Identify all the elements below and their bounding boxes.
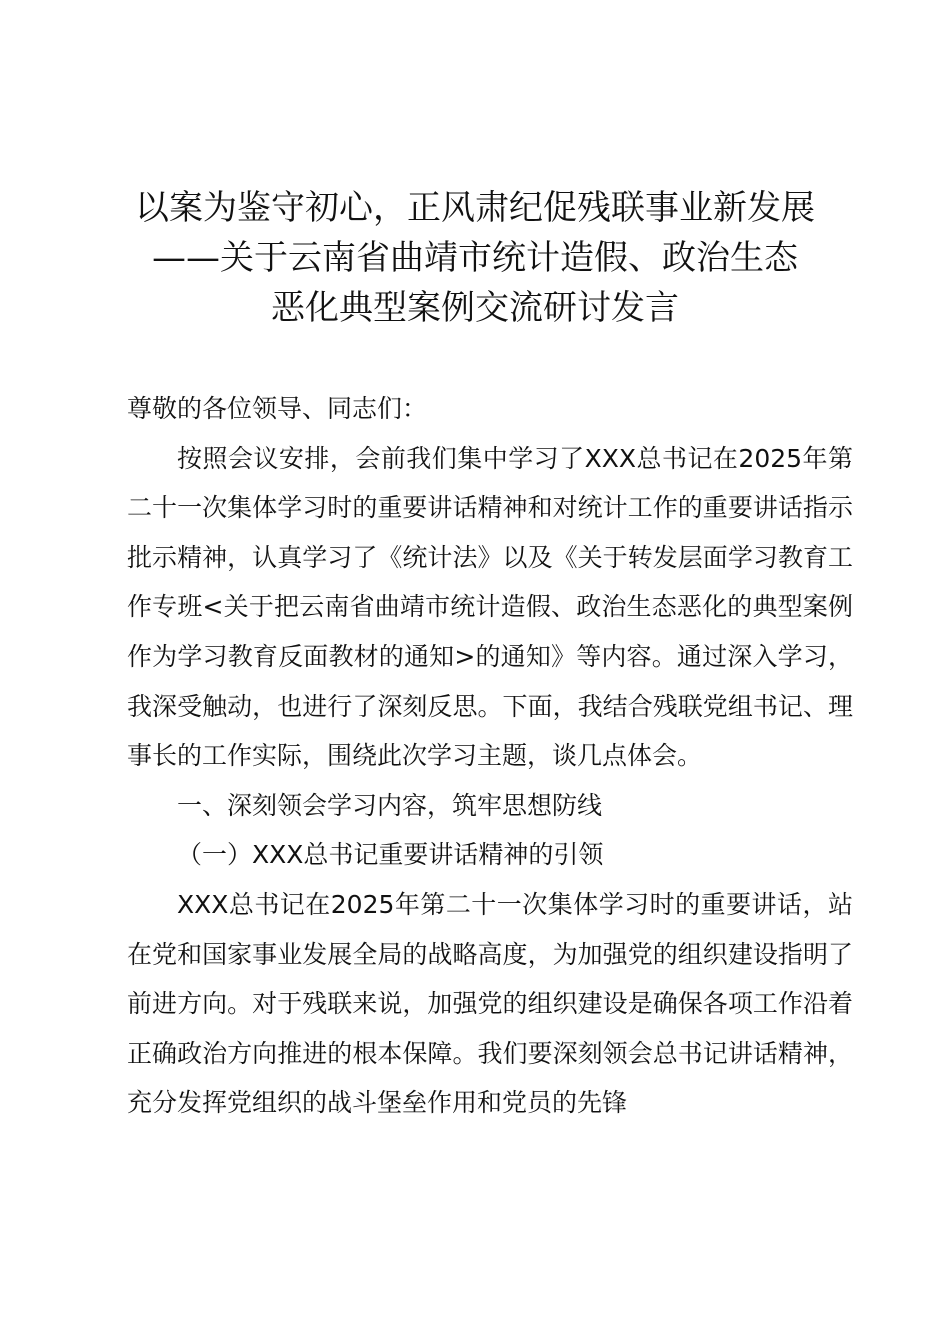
document-title <box>90 183 860 333</box>
paragraph-intro: 按照会议安排，会前我们集中学习了XXX总书记在2025年第二十一次集体学习时的重要讲话精神和对统计工作的重要讲话指示批示精神，认真学习了《统计法》以及《关于转发层面学习教育工作专班<关于把云南省曲靖市统计造假、政治生态恶化的典型案例作为学习教育反面教材的通知>的通知》等内容。通过深入学习，我深受触动，也进行了深刻反思。下面，我结合残联党组书记、理事长的工作实际，围绕此次学习主题，谈几点体会。 <box>127 443 853 771</box>
paragraph-speech-guidance: XXX总书记在2025年第二十一次集体学习时的重要讲话，站在党和国家事业发展全局的战略高度，为加强党的组织建设指明了前进方向。对于残联来说，加强党的组织建设是确保各项工作沿着正确政治方向推进的根本保障。我们要深刻领会总书记讲话精神，充分发挥党组织的战斗堡垒作用和党员的先锋 <box>127 889 853 1118</box>
title-line-2: ——关于云南省曲靖市统计造假、政治生态 <box>152 238 798 278</box>
title-line-1: 以案为鉴守初心，正风肃纪促残联事业新发展 <box>135 188 815 228</box>
section-heading-1: 一、深刻领会学习内容，筑牢思想防线 <box>177 790 603 820</box>
document-body <box>127 384 853 1128</box>
subsection-heading-1-1: （一）XXX总书记重要讲话精神的引领 <box>177 840 604 870</box>
title-line-3: 恶化典型案例交流研讨发言 <box>271 288 679 328</box>
salutation: 尊敬的各位领导、同志们： <box>127 394 428 423</box>
